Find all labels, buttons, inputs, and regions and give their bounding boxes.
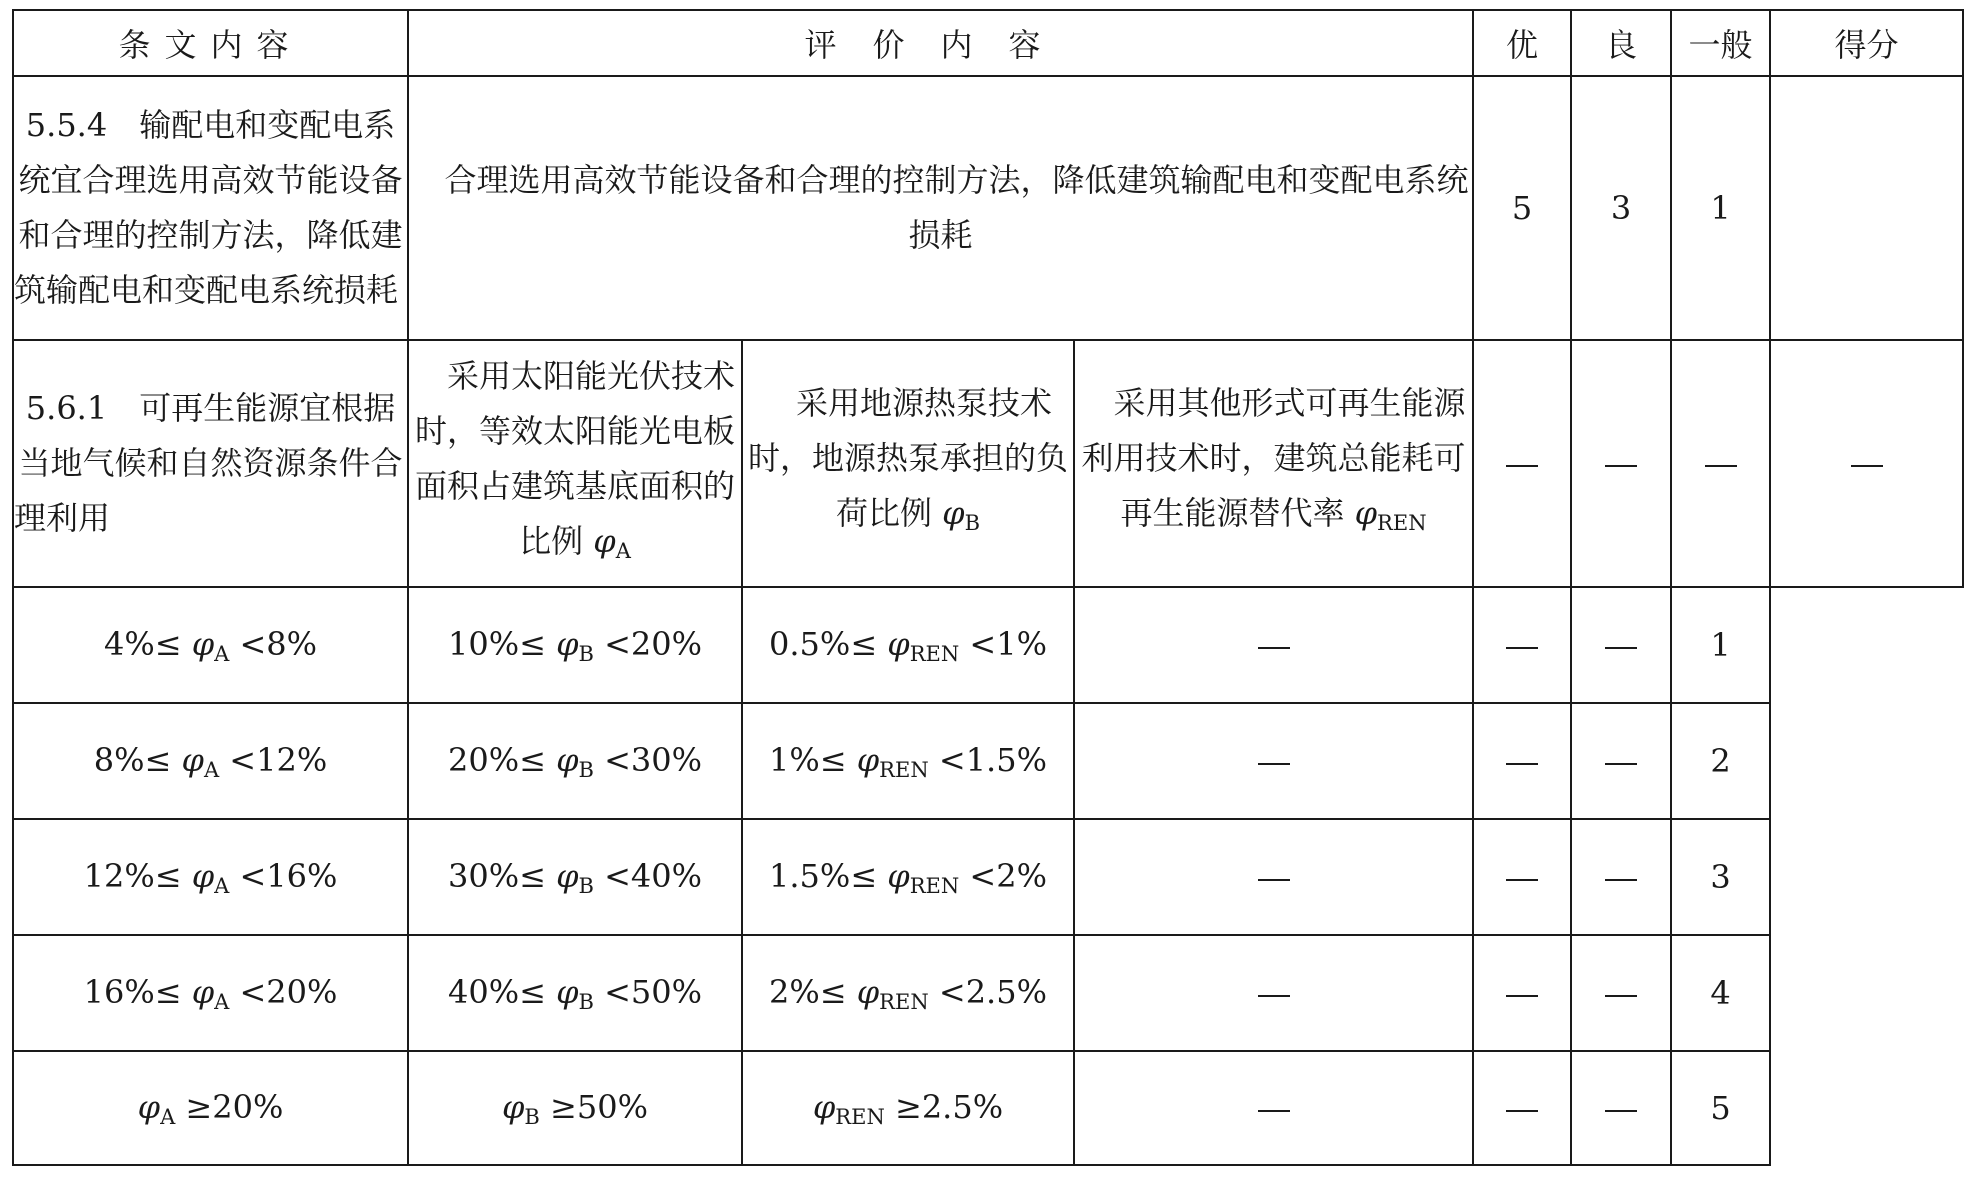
- range-score: 4: [1671, 935, 1770, 1051]
- dash-good: [1473, 703, 1571, 819]
- score-average-554: 1: [1671, 76, 1770, 340]
- range-row: [13, 703, 1963, 819]
- row-561-subheader: [13, 340, 1963, 587]
- range-score: 3: [1671, 819, 1770, 935]
- range-score: 2: [1671, 703, 1770, 819]
- range-row: [13, 935, 1963, 1051]
- header-good: 良: [1571, 10, 1671, 76]
- header-clause: 条文内容: [13, 10, 408, 76]
- dash-average: [1671, 340, 1770, 587]
- subheader-other: 采用其他形式可再生能源利用技术时，建筑总能耗可再生能源替代率 $\varphi_{REN}$: [1074, 340, 1473, 587]
- range-solar: $8\%\le \varphi_A <12\%$: [13, 703, 408, 819]
- dash-good: [1473, 587, 1571, 703]
- score-554: [1770, 76, 1963, 340]
- header-eval: 评价内容: [408, 10, 1473, 76]
- header-row: [13, 10, 1963, 76]
- dash-good: [1473, 819, 1571, 935]
- dash-excellent: [1074, 703, 1473, 819]
- header-average: 一般: [1671, 10, 1770, 76]
- range-row: [13, 587, 1963, 703]
- dash-average: [1571, 703, 1671, 819]
- range-geo: $40\%\le \varphi_B <50\%$: [408, 935, 742, 1051]
- row-554: [13, 76, 1963, 340]
- range-geo: $\varphi_B \ge 50\%$: [408, 1051, 742, 1165]
- range-other: $0.5\%\le \varphi_{REN} <1\%$: [742, 587, 1074, 703]
- dash-score: [1770, 340, 1963, 587]
- range-score: 1: [1671, 587, 1770, 703]
- score-good-554: 3: [1571, 76, 1671, 340]
- range-solar: $\varphi_A \ge 20\%$: [13, 1051, 408, 1165]
- range-row: [13, 819, 1963, 935]
- range-row: [13, 1051, 1963, 1165]
- eval-554: 合理选用高效节能设备和合理的控制方法，降低建筑输配电和变配电系统损耗: [408, 76, 1473, 340]
- dash-average: [1571, 935, 1671, 1051]
- range-solar: $12\%\le \varphi_A <16\%$: [13, 819, 408, 935]
- range-other: $\varphi_{REN} \ge 2.5\%$: [742, 1051, 1074, 1165]
- dash-excellent: [1473, 340, 1571, 587]
- score-excellent-554: 5: [1473, 76, 1571, 340]
- range-score: 5: [1671, 1051, 1770, 1165]
- header-excellent: 优: [1473, 10, 1571, 76]
- range-geo: $20\%\le \varphi_B <30\%$: [408, 703, 742, 819]
- header-score: 得分: [1770, 10, 1963, 76]
- range-geo: $10\%\le \varphi_B <20\%$: [408, 587, 742, 703]
- range-geo: $30\%\le \varphi_B <40\%$: [408, 819, 742, 935]
- dash-excellent: [1074, 819, 1473, 935]
- dash-good: [1473, 935, 1571, 1051]
- dash-average: [1571, 819, 1671, 935]
- evaluation-table: [12, 9, 1964, 1166]
- dash-good: [1473, 1051, 1571, 1165]
- range-other: $1.5\%\le \varphi_{REN} <2\%$: [742, 819, 1074, 935]
- clause-561: 5.6.1 可再生能源宜根据当地气候和自然资源条件合理利用: [13, 340, 408, 587]
- dash-excellent: [1074, 935, 1473, 1051]
- range-solar: $16\%\le \varphi_A <20\%$: [13, 935, 408, 1051]
- dash-good: [1571, 340, 1671, 587]
- range-other: $1\%\le \varphi_{REN} <1.5\%$: [742, 703, 1074, 819]
- dash-average: [1571, 1051, 1671, 1165]
- dash-excellent: [1074, 587, 1473, 703]
- subheader-geo: 采用地源热泵技术时，地源热泵承担的负荷比例 $\varphi_B$: [742, 340, 1074, 587]
- range-solar: $4\%\le \varphi_A <8\%$: [13, 587, 408, 703]
- subheader-solar: 采用太阳能光伏技术时，等效太阳能光电板面积占建筑基底面积的比例 $\varphi_A$: [408, 340, 742, 587]
- dash-average: [1571, 587, 1671, 703]
- dash-excellent: [1074, 1051, 1473, 1165]
- clause-554: 5.5.4 输配电和变配电系统宜合理选用高效节能设备和合理的控制方法，降低建筑输配电和变配电系统损耗: [13, 76, 408, 340]
- range-other: $2\%\le \varphi_{REN} <2.5\%$: [742, 935, 1074, 1051]
